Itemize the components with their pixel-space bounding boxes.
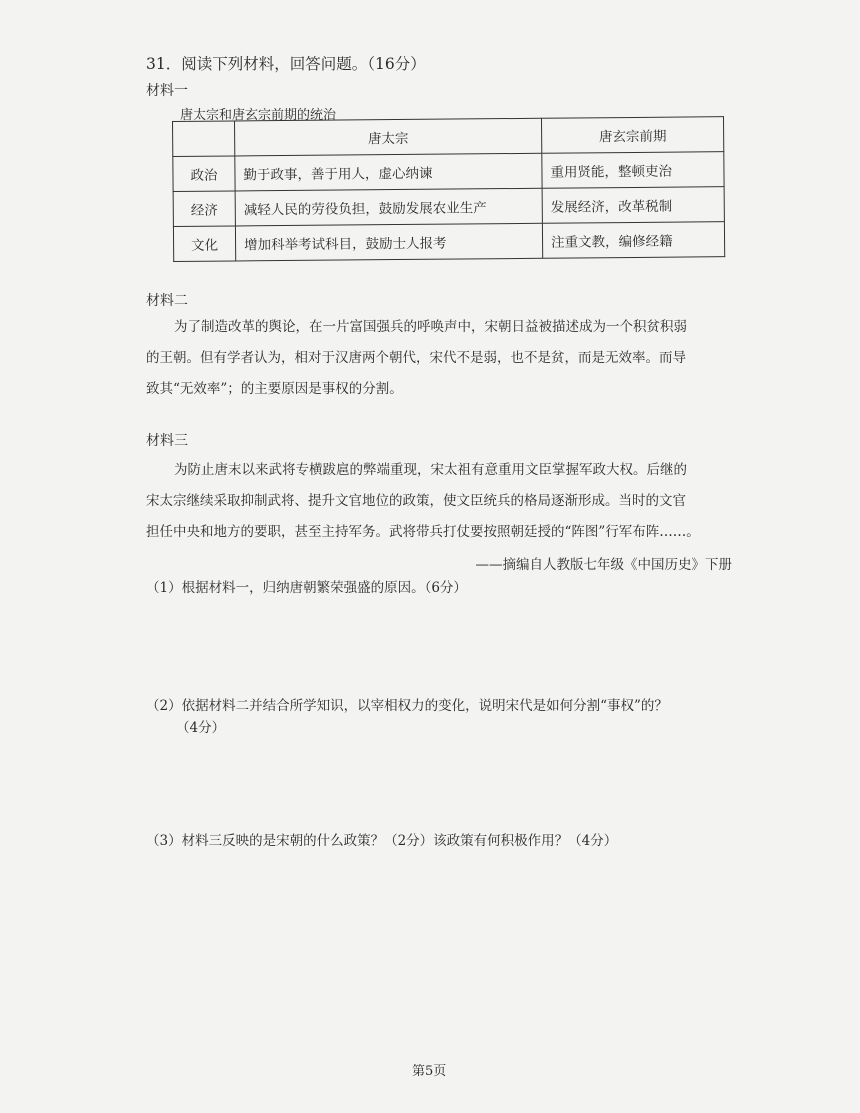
material2-line: 致其“无效率”；的主要原因是事权的分割。 <box>146 381 403 397</box>
row-xuanzong: 发展经济，改革税制 <box>542 187 724 224</box>
row-xuanzong: 重用贤能，整顿吏治 <box>542 152 724 189</box>
table-row <box>173 152 724 192</box>
table-header-row <box>173 117 724 157</box>
subquestion-1: （1）根据材料一，归纳唐朝繁荣强盛的原因。（6分） <box>146 580 467 596</box>
table-header-xuanzong: 唐玄宗前期 <box>541 117 723 154</box>
table-row <box>173 187 724 227</box>
rule-comparison-table <box>172 116 725 262</box>
material3-label: 材料三 <box>146 433 188 449</box>
table-header-empty <box>173 121 235 157</box>
row-xuanzong: 注重文教，编修经籍 <box>542 222 724 259</box>
question-title: 31．阅读下列材料，回答问题。（16分） <box>146 55 426 73</box>
material3-line: 为防止唐末以来武将专横跋扈的弊端重现，宋太祖有意重用文臣掌握军政大权。后继的 <box>174 462 687 478</box>
material2-label: 材料二 <box>146 293 188 309</box>
material3-source: ——摘编自人教版七年级《中国历史》下册 <box>475 557 732 573</box>
material1-label: 材料一 <box>146 83 188 99</box>
table-row <box>173 222 724 262</box>
row-category: 经济 <box>173 191 235 227</box>
table-caption: 唐太宗和唐玄宗前期的统治 <box>180 108 337 123</box>
material2-line: 的王朝。但有学者认为，相对于汉唐两个朝代，宋代不是弱，也不是贫，而是无效率。而导 <box>146 350 686 366</box>
table-header-taizong: 唐太宗 <box>235 118 542 156</box>
page-number: 第5页 <box>412 1064 447 1079</box>
material2-line: 为了制造改革的舆论，在一片富国强兵的呼唤声中，宋朝日益被描述成为一个积贫积弱 <box>174 319 687 335</box>
material3-paragraph <box>146 455 736 548</box>
material3-line: 宋太宗继续采取抑制武将、提升文官地位的政策，使文臣统兵的格局逐渐形成。当时的文官 <box>146 493 686 509</box>
subquestion-2-line2: （4分） <box>176 720 226 736</box>
subquestion-3: （3）材料三反映的是宋朝的什么政策？（2分）该政策有何积极作用？（4分） <box>146 833 618 849</box>
row-taizong: 增加科举考试科目，鼓励士人报考 <box>235 223 542 261</box>
material2-paragraph <box>146 312 732 405</box>
row-taizong: 减轻人民的劳役负担，鼓励发展农业生产 <box>235 188 542 226</box>
row-taizong: 勤于政事，善于用人，虚心纳谏 <box>235 153 542 191</box>
subquestion-2-line1: （2）依据材料二并结合所学知识，以宰相权力的变化，说明宋代是如何分割“事权”的？ <box>146 698 668 714</box>
material3-line: 担任中央和地方的要职，甚至主持军务。武将带兵打仗要按照朝廷授的“阵图”行军布阵……。 <box>146 524 700 540</box>
row-category: 政治 <box>173 156 235 192</box>
row-category: 文化 <box>173 226 235 262</box>
